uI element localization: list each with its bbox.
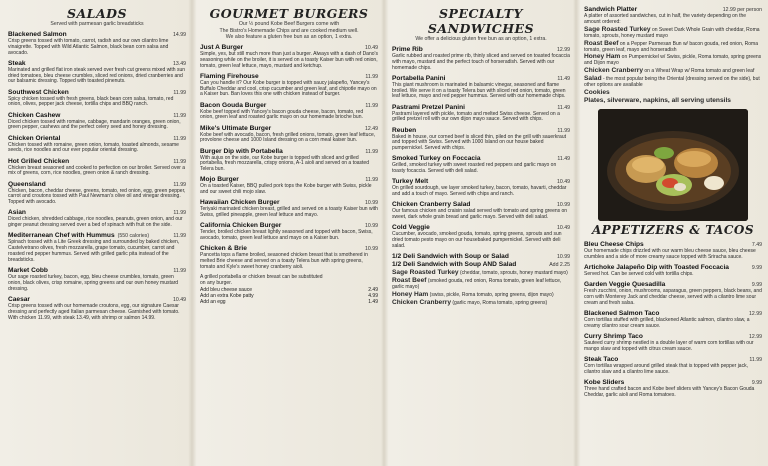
half-sandwich-desc: (garlic mayo, Roma tomato, spring greens) [452, 299, 548, 306]
platter-line-lead: Plates, silverware, napkins, all serving utensils [584, 96, 731, 104]
menu-item-name: Bacon Gouda Burger [200, 101, 267, 109]
menu-item-price: 12.99 [557, 46, 570, 53]
half-sandwich-desc: (swiss, pickle, Roma tomato, spring greens, dijon mayo) [429, 292, 554, 299]
menu-item [392, 201, 570, 221]
menu-item-price: 7.49 [751, 241, 762, 248]
menu-item-price: 10.49 [557, 179, 570, 186]
platter-line [584, 98, 762, 105]
platter-line [584, 90, 762, 97]
burgers-subtitle-3: We also feature a gluten free bun as an option, 1 extra. [225, 34, 353, 40]
menu-item [584, 356, 762, 376]
menu-item-name: Hot Grilled Chicken [8, 157, 70, 165]
combo-1-label: 1/2 Deli Sandwich with Soup or Salad [392, 253, 509, 261]
menu-item [584, 333, 762, 353]
menu-item-description: Garlic rubbed and roasted prime rib, thinly sliced and served on toasted focaccia with mayo, mustard and the perfect touch of horseradish. Served with our homemade chips. [392, 52, 570, 71]
menu-item [200, 245, 378, 271]
menu-item-name: Queensland [8, 180, 46, 188]
addon-label: Add an extra Kobe patty [200, 292, 254, 299]
menu-item-description: Diced chicken tossed with romaine, cabbage, mandarin oranges, green onion, green pepper, cashews and the perfect celery seed and honey dressing. [8, 118, 181, 131]
half-sandwich-option [392, 292, 570, 299]
menu-item-description: Sauteed curry shrimp nestled in a double layer of warm corn tortillas with our mango slaw and topped with citrus cream sauce. [584, 339, 754, 352]
menu-item-name: Garden Veggie Quesadilla [584, 281, 666, 289]
menu-item-price: 13.49 [173, 60, 186, 67]
menu-item-name: Smoked Turkey on Foccacia [392, 155, 481, 163]
salads-column [0, 0, 192, 466]
menu-item-price: 14.99 [173, 31, 186, 38]
menu-item-name: Turkey Melt [392, 178, 429, 186]
menu-item [392, 127, 570, 153]
menu-item-name: Chicken Cranberry Salad [392, 201, 471, 209]
half-sandwich-option [392, 278, 570, 291]
platter-line-lead: Salad [584, 75, 602, 83]
menu-item-price: 11.99 [365, 73, 378, 80]
menu-item-price: 11.99 [365, 148, 378, 155]
platter-line-rest: on Pumpernickel w/ Swiss, pickle, Roma tomato, spring greens and Dijon mayo [584, 54, 762, 67]
menu-item-name: Southwest Chicken [8, 88, 69, 96]
combo-row-1 [392, 253, 570, 261]
platter-line-lead: Roast Beef [584, 39, 619, 47]
sandwiches-heading: SPECIALTY SANDWICHES [427, 6, 535, 36]
salads-list [8, 31, 186, 322]
menu-item-description: Simple, yes, but still much more than just a burger. Always with a dash of Dano's seasoning while on the broiler, it is served on a toasty Kaiser bun with red onion, tomato, green leaf lettuce, mayo, mustard and ketchup. [200, 50, 378, 69]
menu-item-name: Bleu Cheese Chips [584, 240, 644, 248]
platter-line-lead: Cookies [584, 88, 610, 96]
menu-item-description: On grilled sourdough, we layer smoked turkey, bacon, tomato, havarti, cheddar and add a touch of mayo. Served with chips and ranch. [392, 185, 567, 198]
menu-item-name: Steak Taco [584, 355, 619, 363]
burgers-heading: GOURMET BURGERS [209, 6, 369, 21]
menu-item-name: Asian [8, 209, 26, 217]
addon-label: Add bleu cheese sauce [200, 286, 252, 293]
menu-item-price: 11.99 [173, 158, 186, 165]
menu-item-price: 10.49 [173, 297, 186, 304]
menu-item [584, 379, 762, 399]
menu-item-description: Our homemade chips drizzled with our warm bleu cheese sauce, bleu cheese crumbles and a side of more creamy sauce topped with Sriracha sauce. [584, 247, 756, 260]
menu-item-name: Portabella Panini [392, 74, 446, 82]
combo-2-price: Add 2.25 [549, 262, 570, 269]
half-sandwich-name: Sage Roasted Turkey [392, 269, 459, 277]
menu-item [392, 224, 570, 250]
menu-item-description: Fresh zucchini, onion, mushrooms, asparagus, green peppers, black beans, and corn with Monterey Jack and cheddar cheese, served with a cilantro lime sour cream and fresh salsa. [584, 288, 762, 306]
menu-item-price: 12.99 [749, 310, 762, 317]
burgers-column [192, 0, 384, 466]
menu-item-name: Just A Burger [200, 43, 244, 51]
menu-item-description: With aujus on the side, our Kobe burger is topped with sliced and grilled portabella, fresh mozzarella, crispy onions, A-1 aioli and served on a toasted Telera bun. [200, 154, 369, 173]
menu-item [200, 199, 378, 219]
burger-addons [200, 287, 378, 305]
menu-item-price: 9.99 [751, 264, 762, 271]
half-sandwich-name: Honey Ham [392, 291, 429, 299]
menu-item [8, 232, 186, 264]
menu-item-name: Burger Dip with Portabella [200, 147, 283, 155]
menu-item-description: Crisp greens tossed with our homemade croutons, egg, our signature Caesar dressing and perfectly aged Italian parmesan cheese. Garnished with tomato. With chicken 11.99, with steak 13.49, with shrimp or salmon 14.99. [8, 303, 180, 321]
menu-item-description: Grilled, smoked turkey with sweet roasted red peppers and garlic mayo on toasty focaccia. Served with deli salad. [392, 162, 557, 175]
addon-price: 4.99 [368, 292, 378, 299]
half-sandwich-desc: (cheddar, tomato, sprouts, honey mustard mayo) [459, 270, 568, 277]
half-sandwich-option [392, 300, 570, 307]
menu-item [8, 89, 186, 109]
menu-item-description: Marinated and grilled flat iron steak served over fresh cut greens mixed with sun dried tomatoes, bleu cheese crumbles, sliced red onions, dried cranberries and our balsamic dressing. Topped with toasted pinenuts. [8, 66, 186, 85]
platter-line [584, 27, 762, 40]
menu-item [8, 60, 186, 86]
platter-line-rest: on a Wheat Wrap w/ Roma tomato and green leaf [644, 68, 755, 75]
menu-item [200, 222, 378, 242]
menu-item-price: 10.49 [557, 225, 570, 232]
platter-illustration [598, 109, 748, 221]
menu-item-price: 11.99 [173, 135, 186, 142]
half-sandwich-list [392, 270, 570, 307]
platter-name: Sandwich Platter [584, 6, 638, 13]
menu-item-name: Kobe Sliders [584, 378, 625, 386]
combo-row-2 [392, 261, 570, 269]
menu-item-description: Chicken breast seasoned and cooked to perfection on our broiler. Served over a mix of greens, corn, rice noodles, green onion & ranch dressing. [8, 164, 186, 177]
menu-item-price: 11.99 [365, 102, 378, 109]
platter-desc: A platter of assorted sandwiches, cut in half, the variety depending on the amount ordered: [584, 13, 747, 25]
menu-item-name: Reuben [392, 126, 417, 134]
menu-item-calories: (550 calories) [117, 233, 150, 240]
menu-item-name: Chicken & Brie [200, 245, 247, 253]
platter-appetizers-column [576, 0, 768, 466]
menu-item-price: 10.49 [365, 44, 378, 51]
platter-line-rest: on Sweet Dark Whole Grain with cheddar, Roma tomato, sprouts, honey mustard mayo [584, 26, 760, 39]
menu-item [200, 148, 378, 174]
menu-item-name: Steak [8, 59, 26, 67]
menu-item-description: Spicy chicken tossed with fresh greens, black bean corn salsa, tomato, red onion, olives, pepper jack cheese, tortilla chips and BBQ ranch. [8, 95, 174, 108]
menu-item-price: 12.99 [749, 333, 762, 340]
half-sandwich-option [392, 270, 570, 277]
burger-substitute-note-1: A grilled portabella or chicken breast can be substituted [200, 274, 323, 281]
menu-item [8, 296, 186, 322]
menu-item-price: 11.49 [557, 104, 570, 111]
platter-line-lead: Honey Ham [584, 53, 621, 61]
appetizers-heading: APPETIZERS & TACOS [591, 222, 755, 237]
menu-item-description: Kobe beef with avocado, bacon, fresh grilled onions, tomato, green leaf lettuce, provolone cheese and 1000 Island dressing on a corn meal kaiser bun. [200, 131, 376, 144]
menu-item-description: Pastrami layered with pickle, tomato and melted Swiss cheese. Served on a grilled pretzel roll with our own dijon mayo sauce. Served with chips. [392, 110, 560, 123]
menu-item-price: 9.99 [751, 282, 762, 289]
menu-item-name: Blackened Salmon Taco [584, 309, 660, 317]
platter-line-rest: on a Pepper Parmesan Bun w/ bacon gouda, red onion, Roma tomato, green leaf, mayo and horseradish [584, 40, 758, 53]
sandwiches-list [392, 46, 570, 250]
menu-item [392, 178, 570, 198]
menu-item [392, 75, 570, 101]
menu-item-name: Cold Veggie [392, 224, 430, 232]
menu-item-price: 11.99 [173, 233, 186, 240]
menu-item-name: Hawaiian Chicken Burger [200, 199, 280, 207]
menu-item-description: Corn tortillas stuffed with grilled, blackened Atlantic salmon, cilantro slaw, a creamy cilantro sour cream sauce. [584, 316, 750, 329]
menu-item [584, 241, 762, 261]
burgers-subtitle-1: Our ½ pound Kobe Beef Burgers come with [238, 21, 340, 27]
menu-item [392, 155, 570, 175]
menu-item-name: Caesar [8, 296, 30, 304]
sandwiches-subtitle: We offer a delicious gluten free bun as an option, 1 extra. [415, 36, 547, 42]
addon-price: 2.49 [368, 286, 378, 293]
menu-item-name: Chicken Cashew [8, 111, 61, 119]
menu-item-price: 10.99 [365, 223, 378, 230]
menu-item [8, 112, 186, 132]
menu-item [200, 125, 378, 145]
menu-item-description: Pancetta tops a flame broiled, seasoned chicken breast that is smothered in melted Brie cheese and served on a toasty Telera bun with spring greens, tomato and Kyle's sweet honey cranberry aioli. [200, 252, 368, 271]
addon-price: 1.49 [368, 298, 378, 305]
menu-item [8, 135, 186, 155]
menu-item-price: 11.99 [557, 127, 570, 134]
menu-item [392, 104, 570, 124]
menu-item-description: Spinach tossed with a Lite Greek dressing and surrounded by baked chicken, Castelvetrano olives, fresh mozzarella, grape tomato, cucumber, carrot and roasted red pepper hummus. Served with grilled garlic pita instead of the breadsticks. [8, 239, 180, 264]
menu-item-name: Pastrami Pretzel Panini [392, 103, 465, 111]
menu-item-price: 11.49 [557, 156, 570, 163]
menu-item-price: 11.99 [365, 177, 378, 184]
menu-item-description: Chicken tossed with romaine, green onion, tomato, toasted almonds, sesame seeds, rice noodles and our ever popular oriental dressing. [8, 141, 179, 154]
menu-item-description: Our famous chicken and craisin salad served with tomato and spring greens on sweet, dark whole grain bread and garlic mayo. Served with deli salad. [392, 208, 568, 221]
menu-item-description: Our sage roasted turkey, bacon, egg, bleu cheese crumbles, tomato, green onion, black olives, crisp romaine, spring greens and our own honey mustard dressing. [8, 274, 179, 293]
menu-item-price: 12.49 [365, 125, 378, 132]
menu-item-name: Market Cobb [8, 267, 48, 275]
menu-item [584, 281, 762, 307]
menu-item [8, 31, 186, 57]
menu-item-price: 11.99 [173, 181, 186, 188]
menu-item [200, 44, 378, 70]
sandwiches-column [384, 0, 576, 466]
menu-item-price: 11.99 [749, 356, 762, 363]
salads-subtitle: Served with parmesan garlic breadsticks [50, 21, 144, 27]
menu-item-name: California Chicken Burger [200, 222, 282, 230]
menu-item [8, 209, 186, 229]
menu-item-description: Cucumber, avocado, smoked gouda, tomato, spring greens, sprouts and sun dried tomato pesto mayo on our housebaked pumpernickel. Served with deli salad. [392, 231, 562, 250]
appetizers-list [584, 241, 762, 399]
platter-line-lead: Chicken Cranberry [584, 67, 643, 75]
menu-item-price: 10.99 [365, 200, 378, 207]
menu-item [200, 176, 378, 196]
menu-item-name: Mojo Burger [200, 176, 239, 184]
menu-item [8, 267, 186, 293]
addon-row [200, 299, 378, 305]
menu-item-price: 11.99 [173, 89, 186, 96]
menu-item-description: Three hand crafted bacon and Kobe beef sliders with Yancey's Bacon Gouda Cheddar, garlic aioli and Roma tomatoes. [584, 385, 755, 398]
menu-item-description: Can you handle it? Our Kobe burger is topped with saucy jalapeño, Yancey's Buffalo Cheddar and cool, crisp cucumber and green leaf, and chipotle mayo on a Kaiser bun. Ban loves this one with chicken instead of burger. [200, 79, 377, 98]
salads-heading: SALADS [66, 6, 128, 21]
menu-item-description: Tender, broiled chicken breast lightly seasoned and topped with bacon, Swiss, avocado, tomato, green leaf lettuce and mayo on a Kaiser bun. [200, 229, 373, 242]
menu-item-description: Teriyaki marinated chicken breast, grilled and served on a toasty Kaiser bun with Swiss, grilled pineapple, green leaf lettuce and mayo. [200, 206, 378, 219]
platter-line-lead: Sage Roasted Turkey [584, 25, 651, 33]
menu-item-name: Mediterranean Chef with Hummus [8, 232, 115, 240]
burgers-list [200, 44, 378, 271]
sandwich-platter-photo [598, 109, 748, 221]
platter-line [584, 54, 762, 67]
combo-2-label: 1/2 Deli Sandwich with Soup AND Salad [392, 261, 517, 269]
burgers-subtitle-2: The Bistro's Homemade Chips and are cooked medium well. [219, 27, 359, 34]
menu-item-price: 11.99 [173, 112, 186, 119]
menu-item [392, 46, 570, 72]
menu-item-name: Flaming Firehouse [200, 72, 259, 80]
menu-item-price: 10.99 [365, 246, 378, 253]
platter-line [584, 76, 762, 89]
menu-item [584, 264, 762, 278]
half-sandwich-desc: (smoked gouda, red onion, Roma tomato, green leaf lettuce, garlic mayo) [392, 278, 562, 291]
platter-list [584, 27, 762, 105]
menu-item-price: 10.99 [557, 202, 570, 209]
menu-item [584, 310, 762, 330]
menu-item-description: Corn tortillas wrapped around grilled steak that is topped with pepper jack, cilantro slaw and a cilantro lime sauce. [584, 362, 748, 375]
platter-line [584, 68, 762, 75]
addon-label: Add an egg [200, 298, 226, 305]
platter-price: 12.99 per person [722, 7, 762, 13]
menu-item [8, 181, 186, 207]
menu-item-description: Baked in house, our corned beef is sliced thin, piled on the grill with sauerkraut and topped with Swiss. Served with 1000 Island on our house baked pumpernickel. Served with chips. [392, 133, 566, 152]
combo-1-price: 10.99 [557, 254, 570, 261]
half-sandwich-name: Roast Beef [392, 277, 427, 285]
menu-item-price: 11.99 [173, 268, 186, 275]
menu-item-name: Chicken Oriental [8, 134, 61, 142]
menu-item-name: Artichoke Jalapeño Dip with Toasted Foccacia [584, 263, 729, 271]
menu-item-price: 11.99 [173, 210, 186, 217]
menu-item-price: 11.49 [557, 75, 570, 82]
menu-item-name: Curry Shrimp Taco [584, 332, 643, 340]
menu-item [200, 73, 378, 99]
menu-item-description: Served hot. Can be served cold with tortilla chips. [584, 270, 694, 277]
menu-item-description: Kobe beef topped with Yancey's bacon gouda cheese, bacon, tomato, red onion, green leaf and roasted garlic mayo on our homemade brioche bun. [200, 108, 364, 121]
platter-line-rest: - the most popular being the Oriental (dressing served on the side), but other options are available [584, 76, 760, 89]
menu-item-description: Diced chicken, shredded cabbage, rice noodles, peanuts, green onion, and our ginger peanut dressing served over a bed of spinach with fruit on the side. [8, 216, 183, 229]
menu-item-description: Crisp greens tossed with tomato, carrot, radish and our own cilantro lime vinaigrette. Topped with Wild Atlantic Salmon, black bean corn salsa and avocado. [8, 37, 169, 56]
half-sandwich-name: Chicken Cranberry [392, 298, 451, 306]
menu-item-name: Blackened Salmon [8, 30, 67, 38]
menu-item-description: This giant mushroom is marinated in balsamic vinegar, seasoned and flame broiled. We serve it on a toasty Telera bun with sliced red onion, tomato, green leaf lettuce, mayo and red pepper hummus. Served with our homemade chips. [392, 81, 566, 100]
menu-item [200, 102, 378, 122]
platter-line [584, 41, 762, 54]
menu-item-description: Chicken, bacon, cheddar cheese, greens, tomato, red onion, egg, green pepper, carrot and croutons tossed with Paul Newman's olive oil and vinegar dressing. Topped with avocado. [8, 187, 186, 206]
menu-item-description: On a toasted Kaiser, BBQ pulled pork tops the Kobe burger with Swiss, pickle and our sweet chili mojo slaw. [200, 183, 372, 196]
menu-item [8, 158, 186, 178]
burger-substitute-note-2: on any burger. [200, 280, 232, 287]
menu-item-price: 9.99 [751, 379, 762, 386]
menu-item-name: Mike's Ultimate Burger [200, 124, 272, 132]
menu-item-name: Prime Rib [392, 45, 423, 53]
